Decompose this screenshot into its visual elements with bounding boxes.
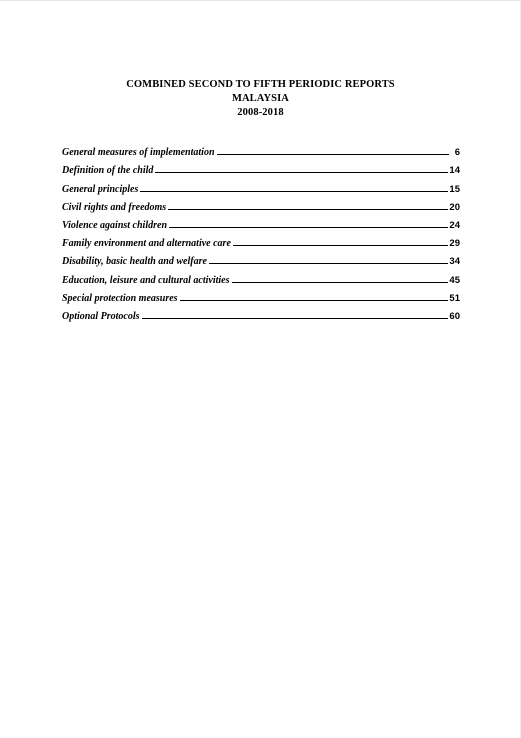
- toc-entry-civil-rights[interactable]: [62, 195, 460, 213]
- toc-entry-page: 60: [449, 310, 460, 322]
- table-of-contents: [62, 140, 460, 322]
- toc-entry-definition[interactable]: [62, 158, 460, 176]
- toc-entry-special-protection[interactable]: [62, 286, 460, 304]
- toc-entry-page: 45: [449, 274, 460, 286]
- toc-entry-family-environment[interactable]: [62, 231, 460, 249]
- toc-entry-title: General principles: [62, 183, 139, 195]
- toc-entry-disability-health[interactable]: [62, 249, 460, 267]
- toc-leader-line: [232, 282, 449, 283]
- toc-leader-line: [169, 227, 448, 228]
- toc-leader-line: [155, 172, 448, 173]
- toc-entry-violence[interactable]: [62, 213, 460, 231]
- toc-leader-line: [233, 245, 449, 246]
- toc-entry-title: Special protection measures: [62, 292, 178, 304]
- toc-entry-general-principles[interactable]: [62, 176, 460, 194]
- toc-entry-optional-protocols[interactable]: [62, 304, 460, 322]
- toc-entry-page: 34: [449, 256, 460, 268]
- toc-entry-education[interactable]: [62, 267, 460, 285]
- toc-entry-page: 6: [454, 147, 460, 159]
- toc-entry-title: Civil rights and freedoms: [62, 201, 167, 213]
- toc-leader-line: [142, 318, 449, 319]
- report-title: COMBINED SECOND TO FIFTH PERIODIC REPORTS: [126, 79, 395, 90]
- toc-leader-line: [168, 209, 448, 210]
- toc-leader-line: [180, 300, 449, 301]
- toc-leader-line: [140, 191, 448, 192]
- toc-entry-page: 51: [449, 292, 460, 304]
- toc-leader-line: [209, 263, 449, 264]
- toc-entry-title: Definition of the child: [62, 165, 154, 177]
- toc-entry-title: Disability, basic health and welfare: [62, 256, 207, 268]
- toc-entry-title: Optional Protocols: [62, 310, 140, 322]
- toc-entry-page: 24: [449, 219, 460, 231]
- report-header: [0, 78, 521, 120]
- toc-entry-title: Family environment and alternative care: [62, 238, 231, 250]
- toc-entry-title: Violence against children: [62, 219, 168, 231]
- report-period: 2008-2018: [237, 107, 284, 118]
- toc-entry-general-measures[interactable]: [62, 140, 460, 158]
- report-country: MALAYSIA: [231, 93, 289, 104]
- toc-entry-page: 14: [449, 165, 460, 177]
- toc-entry-title: Education, leisure and cultural activities: [62, 274, 230, 286]
- toc-entry-title: General measures of implementation: [62, 147, 215, 159]
- toc-entry-page: 20: [449, 201, 460, 213]
- toc-leader-line: [217, 154, 450, 155]
- toc-entry-page: 29: [449, 238, 460, 250]
- toc-entry-page: 15: [449, 183, 460, 195]
